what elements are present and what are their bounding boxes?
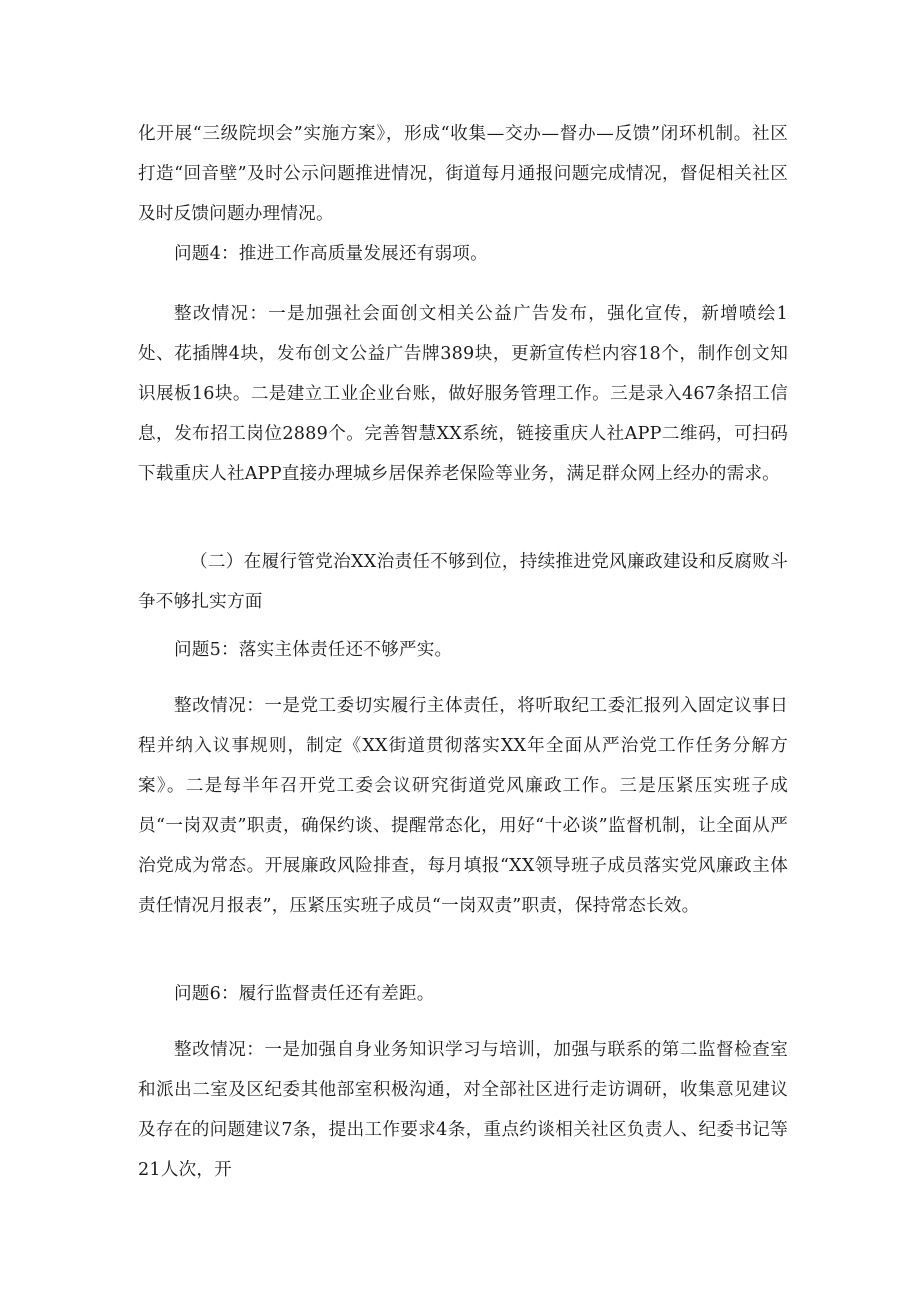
problem-5-heading: 问题5：落实主体责任还不够严实。: [174, 640, 453, 660]
section-2-heading: （二）在履行管党治XX治责任不够到位，持续推进党风廉政建设和反腐败斗争不够扎实方面: [138, 552, 788, 612]
rectification-6-paragraph: 整改情况：一是加强自身业务知识学习与培训，加强与联系的第二监督检查室和派出二室及区纪委其他部室积极沟通，对全部社区进行走访调研，收集意见建议及存在的问题建议7条，提出工作要求4条，重点约谈相关社区负责人、纪委书记等21人次，开: [138, 1040, 788, 1180]
rectification-4-paragraph: 整改情况：一是加强社会面创文相关公益广告发布，强化宣传，新增喷绘1处、花插牌4块，发布创文公益广告牌389块，更新宣传栏内容18个，制作创文知识展板16块。二是建立工业企业台账，做好服务管理工作。三是录入467条招工信息，发布招工岗位2889个。完善智慧XX系统，链接重庆人社APP二维码，可扫码下载重庆人社APP直接办理城乡居保养老保险等业务，满足群众网上经办的需求。: [138, 304, 788, 484]
problem-6-heading: 问题6：履行监督责任还有差距。: [174, 984, 435, 1004]
rectification-5-paragraph: 整改情况：一是党工委切实履行主体责任，将听取纪工委汇报列入固定议事日程并纳入议事规则，制定《XX街道贯彻落实XX年全面从严治党工作任务分解方案》。二是每半年召开党工委会议研究街道党风廉政工作。三是压紧压实班子成员“一岗双责”职责，确保约谈、提醒常态化，用好“十必谈”监督机制，让全面从严治党成为常态。开展廉政风险排查，每月填报“XX领导班子成员落实党风廉政主体责任情况月报表”，压紧压实班子成员“一岗双责”职责，保持常态长效。: [138, 696, 788, 916]
paragraph-closed-loop-mechanism: 化开展“三级院坝会”实施方案》，形成“收集—交办—督办—反馈”闭环机制。社区打造“回音壁”及时公示问题推进情况，街道每月通报问题完成情况，督促相关社区及时反馈问题办理情况。: [138, 124, 788, 224]
problem-4-heading: 问题4：推进工作高质量发展还有弱项。: [174, 244, 488, 264]
